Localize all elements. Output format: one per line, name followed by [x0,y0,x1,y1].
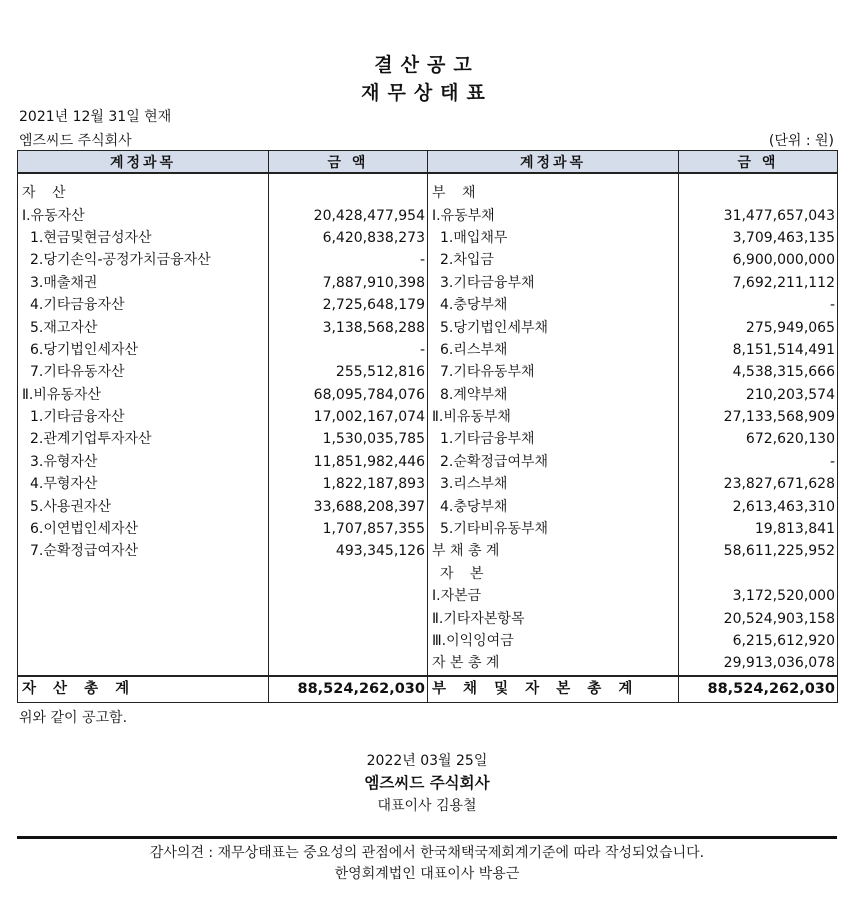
table-row [18,182,838,204]
asset-amount [269,630,428,652]
total-liabilities-equity-label: 부 채 및 자 본 총 계 [428,676,679,703]
signature-date: 2022년 03월 25일 [366,753,488,769]
asset-account: 7.순확정급여자산 [18,540,269,562]
liability-account: 4.충당부채 [428,495,679,517]
liability-amount: 19,813,841 [679,518,838,540]
table-header-row [18,151,838,174]
table-row [18,361,838,383]
asset-amount: 17,002,167,074 [269,406,428,428]
asset-amount [269,652,428,675]
notice-title: 결산공고 [374,54,480,76]
asset-account: 3.매출채권 [18,272,269,294]
liability-account: Ⅰ.유동부채 [428,204,679,226]
grand-total-row [18,676,838,703]
asset-account: 2.당기손익-공정가치금융자산 [18,249,269,271]
liability-account: Ⅱ.비유동부채 [428,406,679,428]
signature-ceo: 대표이사 김용철 [377,798,477,814]
asset-amount: 1,530,035,785 [269,428,428,450]
liability-amount: - [679,294,838,316]
asset-amount: 68,095,784,076 [269,384,428,406]
asset-amount: 1,707,857,355 [269,518,428,540]
assets-section-label: 자 산 [18,182,269,204]
liability-amount: 275,949,065 [679,316,838,338]
asset-amount: 11,851,982,446 [269,451,428,473]
liability-amount [679,182,838,204]
assets-amount-header: 금 액 [269,151,428,174]
table-row [18,249,838,271]
table-row [18,473,838,495]
table-row [18,406,838,428]
audit-opinion: 감사의견 : 재무상태표는 중요성의 관점에서 한국채택국제회계기준에 따라 작성되었습니다. [149,845,705,861]
liability-account: 4.충당부채 [428,294,679,316]
asset-amount [269,563,428,585]
asset-account [18,652,269,675]
liability-account: 7.기타유동부채 [428,361,679,383]
liabilities-account-header: 계정과목 [428,151,679,174]
equity-amount: 20,524,903,158 [679,607,838,629]
liability-amount: 4,538,315,666 [679,361,838,383]
equity-account: Ⅲ.이익잉여금 [428,630,679,652]
liability-amount: 8,151,514,491 [679,339,838,361]
liability-amount: 2,613,463,310 [679,495,838,517]
report-date: 2021년 12월 31일 현재 [19,109,172,125]
liability-amount: 23,827,671,628 [679,473,838,495]
liability-account: 3.기타금융부채 [428,272,679,294]
liabilities-total-value: 58,611,225,952 [679,540,838,562]
liability-amount: 6,900,000,000 [679,249,838,271]
asset-account: 1.현금및현금성자산 [18,227,269,249]
table-row [18,585,838,607]
table-row [18,339,838,361]
table-row [18,630,838,652]
total-liabilities-equity-value: 88,524,262,030 [679,676,838,703]
asset-amount: 1,822,187,893 [269,473,428,495]
asset-amount [269,182,428,204]
table-row [18,563,838,585]
equity-amount: 3,172,520,000 [679,585,838,607]
table-row [18,451,838,473]
equity-account: Ⅱ.기타자본항목 [428,607,679,629]
equity-total-label: 자 본 총 계 [428,652,679,675]
table-row [18,204,838,226]
table-row [18,652,838,675]
asset-account: 4.기타금융자산 [18,294,269,316]
balance-sheet-table [17,150,838,703]
table-row [18,316,838,338]
asset-amount [269,607,428,629]
asset-account: 5.사용권자산 [18,495,269,517]
asset-account: Ⅰ.유동자산 [18,204,269,226]
divider [17,836,837,839]
asset-account: 6.이연법인세자산 [18,518,269,540]
asset-account: 4.무형자산 [18,473,269,495]
liability-amount: 672,620,130 [679,428,838,450]
liability-account: 2.차입금 [428,249,679,271]
table-row [18,227,838,249]
table-row [18,294,838,316]
asset-amount: 255,512,816 [269,361,428,383]
equity-amount: 6,215,612,920 [679,630,838,652]
asset-amount: 3,138,568,288 [269,316,428,338]
liability-account: 2.순확정급여부채 [428,451,679,473]
table-row [18,540,838,562]
signature-company: 엠즈씨드 주식회사 [364,774,490,792]
table-row [18,428,838,450]
total-assets-value: 88,524,262,030 [269,676,428,703]
liability-account: 1.매입채무 [428,227,679,249]
asset-amount: - [269,339,428,361]
asset-amount: 493,345,126 [269,540,428,562]
liability-amount: 31,477,657,043 [679,204,838,226]
liability-account: 3.리스부채 [428,473,679,495]
auditor-name: 한영회계법인 대표이사 박용근 [334,866,520,882]
asset-account: 1.기타금융자산 [18,406,269,428]
liability-amount: - [679,451,838,473]
equity-account: Ⅰ.자본금 [428,585,679,607]
table-row [18,384,838,406]
equity-amount [679,563,838,585]
liability-amount: 27,133,568,909 [679,406,838,428]
statement-title: 재무상태표 [361,82,493,104]
asset-account: 3.유형자산 [18,451,269,473]
asset-amount: - [269,249,428,271]
asset-amount: 6,420,838,273 [269,227,428,249]
liabilities-total-label: 부 채 총 계 [428,540,679,562]
asset-amount: 7,887,910,398 [269,272,428,294]
asset-account: 6.당기법인세자산 [18,339,269,361]
asset-account [18,630,269,652]
company-name: 엠즈씨드 주식회사 [19,133,132,149]
asset-account [18,563,269,585]
asset-account [18,607,269,629]
liability-amount: 3,709,463,135 [679,227,838,249]
table-row [18,518,838,540]
spacer-row [18,173,838,182]
asset-account: 2.관계기업투자자산 [18,428,269,450]
announcement-note: 위와 같이 공고함. [19,710,128,726]
equity-total-value: 29,913,036,078 [679,652,838,675]
liabilities-amount-header: 금 액 [679,151,838,174]
liability-amount: 7,692,211,112 [679,272,838,294]
asset-account: 7.기타유동자산 [18,361,269,383]
assets-account-header: 계정과목 [18,151,269,174]
liability-amount: 210,203,574 [679,384,838,406]
asset-amount: 20,428,477,954 [269,204,428,226]
total-assets-label: 자 산 총 계 [18,676,269,703]
liabilities-section-label: 부 채 [428,182,679,204]
table-row [18,495,838,517]
table-row [18,607,838,629]
table-row [18,272,838,294]
equity-section-label: 자 본 [428,563,679,585]
liability-account: 6.리스부채 [428,339,679,361]
asset-account: 5.재고자산 [18,316,269,338]
unit-label: (단위 : 원) [768,133,834,149]
liability-account: 5.기타비유동부채 [428,518,679,540]
asset-amount [269,585,428,607]
asset-account [18,585,269,607]
liability-account: 5.당기법인세부채 [428,316,679,338]
asset-account: Ⅱ.비유동자산 [18,384,269,406]
asset-amount: 33,688,208,397 [269,495,428,517]
liability-account: 1.기타금융부채 [428,428,679,450]
liability-account: 8.계약부채 [428,384,679,406]
asset-amount: 2,725,648,179 [269,294,428,316]
